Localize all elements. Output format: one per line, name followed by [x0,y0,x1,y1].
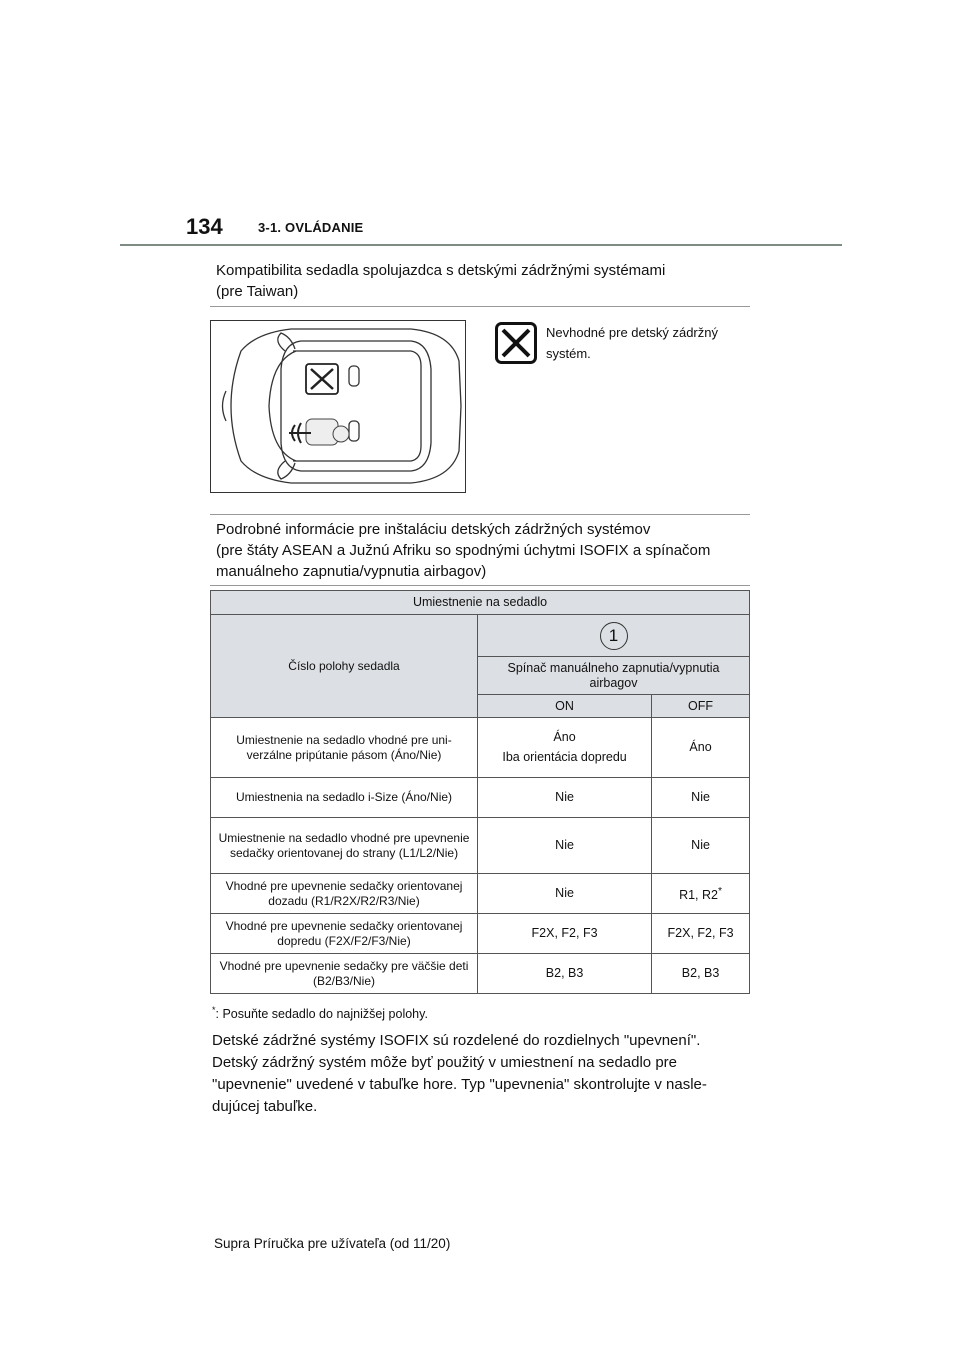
table-row [211,718,750,778]
row-label: Umiestnenie na sedadlo vhodné pre uni-verzálne pripútanie pásom (Áno/Nie) [211,718,478,778]
row-on-value: Nie [478,778,652,818]
isofix-title-line2: (pre štáty ASEAN a Južnú Afriku so spodnými úchytmi ISOFIX a spínačom [216,542,711,559]
body-line4: dujúcej tabuľke. [212,1098,318,1115]
footnote-asterisk: * [212,1005,216,1015]
table-caption: Umiestnenie na sedadlo [211,591,750,615]
row-off-value: F2X, F2, F3 [652,914,750,954]
row-on-value: Nie [478,818,652,874]
body-line2: Detský zádržný systém môže byť použitý v umiestnení na sedadlo pre [212,1054,677,1071]
footnote [212,1005,428,1021]
car-top-view-figure [210,320,466,493]
airbag-switch-label: Spínač manuálneho zapnutia/vypnutia airbagov [478,657,750,695]
row-off-value [652,874,750,914]
row-off-value: Nie [652,778,750,818]
row-label: Umiestnenie na sedadlo vhodné pre upevnenie sedačky orientovanej do strany (L1/L2/Nie) [211,818,478,874]
section-title: 3-1. OVLÁDANIE [258,220,364,235]
compatibility-title-line2: (pre Taiwan) [216,283,299,300]
legend-text-line1: Nevhodné pre detský zádržný [546,325,718,340]
isofix-title-line3: manuálneho zapnutia/vypnutia airbagov) [216,563,487,580]
row-label: Vhodné pre upevnenie sedačky orientovanej dopredu (F2X/F2/F3/Nie) [211,914,478,954]
car-diagram-icon [211,321,465,492]
row-label: Umiestnenia na sedadlo i-Size (Áno/Nie) [211,778,478,818]
row-off-value: Áno [652,718,750,778]
page-number: 134 [186,214,223,239]
row-on-value [478,718,652,778]
seat-number-cell [478,615,750,657]
body-paragraph [212,1030,752,1118]
isofix-seat-table [210,590,750,994]
row-on-main: Áno [553,730,576,744]
footnote-mark: * [717,885,723,897]
page-footer: Supra Príručka pre užívateľa (od 11/20) [214,1236,451,1251]
legend-text [546,322,746,364]
row-label: Vhodné pre upevnenie sedačky pre väčšie deti (B2/B3/Nie) [211,954,478,994]
table-row [211,778,750,818]
footnote-text: : Posuňte sedadlo do najnižšej polohy. [215,1007,428,1022]
isofix-title-line1: Podrobné informácie pre inštaláciu detských zádržných systémov [216,521,651,538]
row-on-value: Nie [478,874,652,914]
isofix-details-title [210,514,750,586]
table-row [211,818,750,874]
x-box-icon [495,322,537,364]
seat-position-label: Číslo polohy sedadla [211,615,478,718]
body-line1: Detské zádržné systémy ISOFIX sú rozdelené do rozdielnych "upevnení". [212,1032,701,1049]
row-off-text: R1, R2 [679,888,718,903]
row-label: Vhodné pre upevnenie sedačky orientovanej dozadu (R1/R2X/R2/R3/Nie) [211,874,478,914]
compatibility-title-line1: Kompatibilita sedadla spolujazdca s detskými zádržnými systémami [216,262,666,279]
row-off-value: Nie [652,818,750,874]
row-off-value: B2, B3 [652,954,750,994]
on-header: ON [478,695,652,718]
table-row [211,914,750,954]
compatibility-title [210,260,750,307]
seat-number-badge: 1 [600,622,628,650]
header-divider [120,244,842,246]
off-header: OFF [652,695,750,718]
legend-text-line2: systém. [546,346,591,361]
table-row [211,874,750,914]
table-row [211,954,750,994]
row-on-value: B2, B3 [478,954,652,994]
row-on-sub: Iba orientácia dopredu [502,750,627,764]
row-on-value: F2X, F2, F3 [478,914,652,954]
body-line3: "upevnenie" uvedené v tabuľke hore. Typ "upevnenia" skontrolujte v nasle- [212,1076,707,1093]
